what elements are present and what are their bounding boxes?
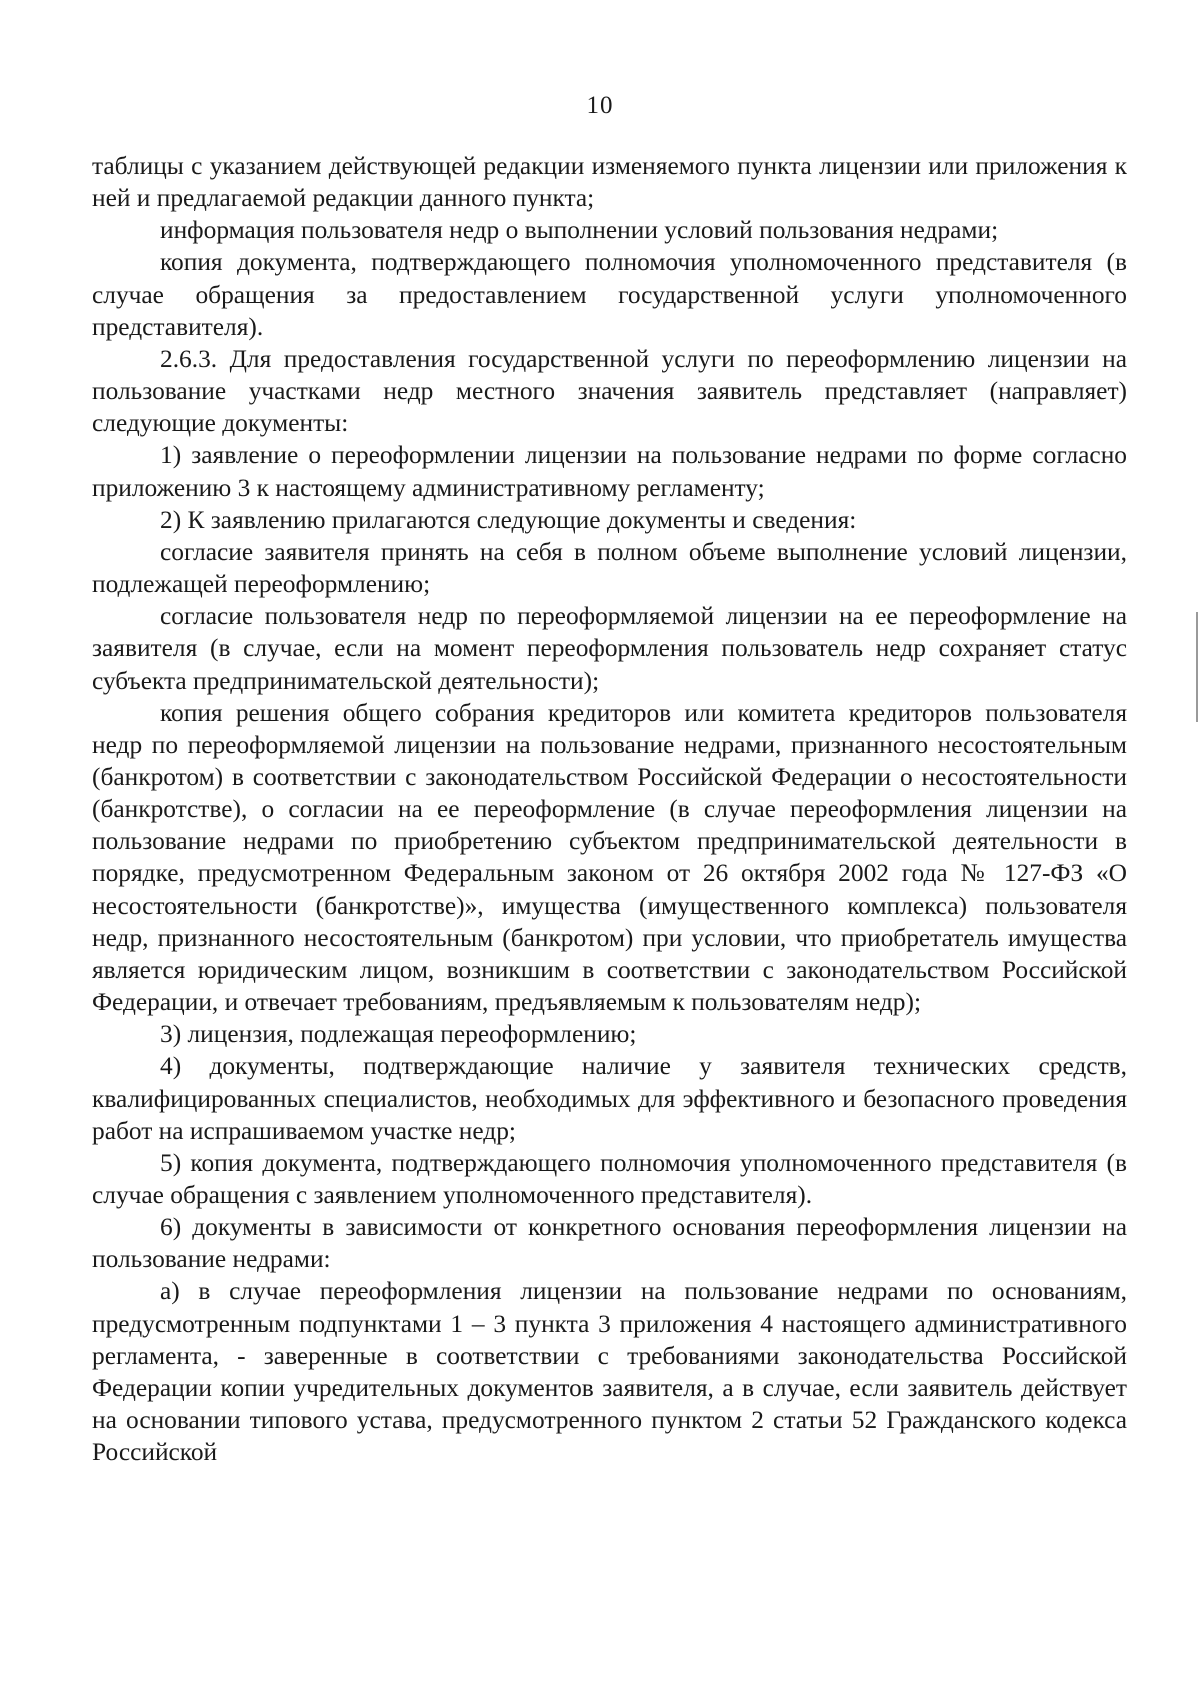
paragraph: 4) документы, подтверждающие наличие у заявителя технических средств, квалифицированных специалистов, необходимых для эффективного и безопасного проведения работ на испрашиваемом участке недр;	[92, 1052, 1127, 1145]
paragraph: 3) лицензия, подлежащая переоформлению;	[160, 1020, 637, 1049]
page-number: 10	[586, 92, 614, 119]
document-body	[92, 150, 1127, 1468]
paragraph: согласие заявителя принять на себя в полном объеме выполнение условий лицензии, подлежащей переоформлению;	[92, 537, 1127, 599]
paragraph: 6) документы в зависимости от конкретного основания переоформления лицензии на пользование недрами:	[92, 1213, 1127, 1274]
paragraph: согласие пользователя недр по переоформляемой лицензии на ее переоформление на заявителя (в случае, если на момент переоформления пользователь недр сохраняет статус субъекта предпринимательской деятельности);	[92, 602, 1127, 695]
paragraph: 1) заявление о переоформлении лицензии на пользование недрами по форме согласно приложению 3 к настоящему административному регламенту;	[92, 441, 1127, 502]
paragraph: 2.6.3. Для предоставления государственной услуги по переоформлению лицензии на пользование участками недр местного значения заявитель представляет (направляет) следующие документы:	[92, 344, 1127, 438]
paragraph: копия документа, подтверждающего полномочия уполномоченного представителя (в случае обращения за предоставлением государственной услуги уполномоченного представителя).	[92, 248, 1127, 341]
paragraph: информация пользователя недр о выполнении условий пользования недрами;	[160, 216, 999, 245]
paragraph: копия решения общего собрания кредиторов или комитета кредиторов пользователя недр по переоформляемой лицензии на пользование недрами, признанного несостоятельным (банкротом) в соответствии с законодательством Российской Федерации о несостоятельности (банкротстве), о согласии на ее переоформление (в случае переоформления лицензии на пользование недрами по приобретению субъектом предпринимательской деятельности в порядке, предусмотренном Федеральным законом от 26 октября 2002 года № 127-ФЗ «О несостоятельности (банкротстве)», имущества (имущественного комплекса) пользователя недр, признанного несостоятельным (банкротом) при условии, что приобретатель имущества является юридическим лицом, возникшим в соответствии с законодательством Российской Федерации, и отвечает требованиям, предъявляемым к пользователям недр);	[92, 698, 1127, 1017]
paragraph: а) в случае переоформления лицензии на пользование недрами по основаниям, предусмотренным подпунктами 1 – 3 пункта 3 приложения 4 настоящего административного регламента, - заверенные в соответствии с требованиями законодательства Российской Федерации копии учредительных документов заявителя, а в случае, если заявитель действует на основании типового устава, предусмотренного пунктом 2 статьи 52 Гражданского кодекса Российской	[92, 1277, 1127, 1467]
paragraph: таблицы с указанием действующей редакции изменяемого пункта лицензии или приложения к ней и предлагаемой редакции данного пункта;	[92, 152, 1127, 213]
paragraph: 5) копия документа, подтверждающего полномочия уполномоченного представителя (в случае обращения с заявлением уполномоченного представителя).	[92, 1148, 1127, 1209]
paragraph: 2) К заявлению прилагаются следующие документы и сведения:	[160, 505, 857, 534]
scan-edge-mark	[1196, 612, 1198, 722]
